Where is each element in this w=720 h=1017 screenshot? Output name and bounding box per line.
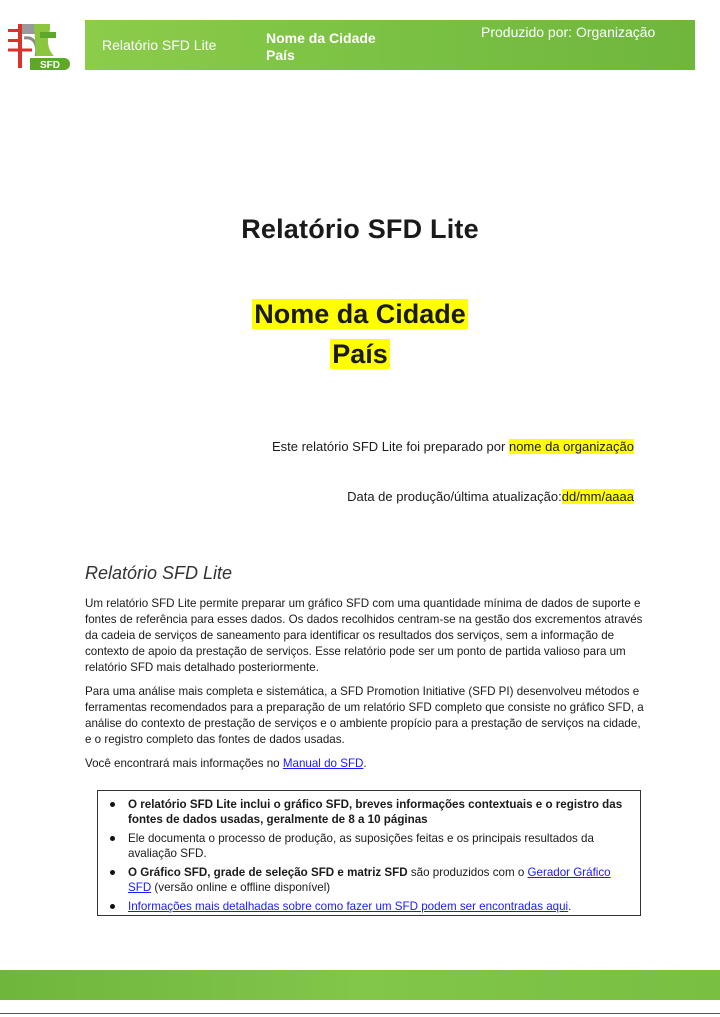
header-producer: Produzido por: Organização xyxy=(481,24,656,40)
header-report-name: Relatório SFD Lite xyxy=(102,37,217,53)
header-banner xyxy=(85,20,695,70)
list-item-text: . xyxy=(568,900,572,913)
city-name: Nome da Cidade xyxy=(254,299,466,329)
bullet-icon xyxy=(110,870,115,875)
page-header xyxy=(0,0,720,73)
summary-box xyxy=(97,790,641,916)
list-item-text: são produzidos com o xyxy=(407,866,528,879)
bullet-icon xyxy=(110,836,115,841)
list-item-text: (versão online e offline disponível) xyxy=(151,881,331,894)
production-date-value: dd/mm/aaaa xyxy=(561,489,634,504)
paragraph-3-suffix: . xyxy=(363,757,367,770)
city-country-block xyxy=(0,294,720,374)
paragraph-2: Para uma análise mais completa e sistemática, a SFD Promotion Initiative (SFD PI) desenvolveu métodos e ferramentas recomendados para a preparação de um relatório SFD completo que consiste no gráfico SFD, a análise do contexto de prestação de serviços e o ambiente propício para a prestação de serviços na cidade, e o registro completo das fontes de dados usadas. xyxy=(85,685,644,746)
document-title: Relatório SFD Lite xyxy=(241,214,479,244)
footer-banner xyxy=(0,970,720,1000)
list-item xyxy=(106,899,632,914)
header-city: Nome da Cidade xyxy=(266,30,376,46)
intro-section xyxy=(85,563,645,780)
more-info-link[interactable]: Informações mais detalhadas sobre como fazer um SFD podem ser encontradas aqui xyxy=(128,900,569,913)
list-item-text: Ele documenta o processo de produção, as suposições feitas e os principais resultados da avaliação SFD. xyxy=(128,832,594,860)
sfd-graphic-generator-link[interactable]: Gerador Gráfico SFD xyxy=(128,866,611,894)
production-date-line xyxy=(347,489,634,504)
svg-text:SFD: SFD xyxy=(40,60,60,71)
organization-name: nome da organização xyxy=(508,439,634,454)
bullet-icon xyxy=(110,802,115,807)
prepared-by-line xyxy=(272,439,634,454)
summary-list xyxy=(106,797,632,914)
paragraph-1: Um relatório SFD Lite permite preparar um gráfico SFD com uma quantidade mínima de dados de suporte e fontes de referência para esses dados. Os dados recolhidos centram-se na gestão dos excrementos através da cadeia de serviços de saneamento para identificar os resultados dos serviços, sem a informação de contexto de apoio da prestação de serviços. Esse relatório pode ser um ponto de partida valioso para um relatório SFD mais detalhado posteriormente. xyxy=(85,597,643,674)
bullet-icon xyxy=(110,904,115,909)
list-item-text: O relatório SFD Lite inclui o gráfico SFD, breves informações contextuais e o registro das fontes de dados usadas, geralmente de 8 a 10 páginas xyxy=(128,798,623,826)
paragraph-3 xyxy=(85,756,645,772)
footer-divider xyxy=(0,1013,720,1014)
country-name: País xyxy=(332,339,388,369)
header-country: País xyxy=(266,47,295,63)
section-heading: Relatório SFD Lite xyxy=(85,563,233,583)
manual-sfd-link[interactable]: Manual do SFD xyxy=(282,757,364,770)
list-item-bold-text: O Gráfico SFD, grade de seleção SFD e matriz SFD xyxy=(128,866,408,879)
list-item xyxy=(106,797,632,827)
sfd-logo xyxy=(6,20,76,72)
production-date-prefix: Data de produção/última atualização: xyxy=(347,489,562,504)
paragraph-3-prefix: Você encontrará mais informações no xyxy=(85,757,283,770)
list-item xyxy=(106,831,632,861)
prepared-by-prefix: Este relatório SFD Lite foi preparado por xyxy=(271,439,509,454)
list-item xyxy=(106,865,632,895)
